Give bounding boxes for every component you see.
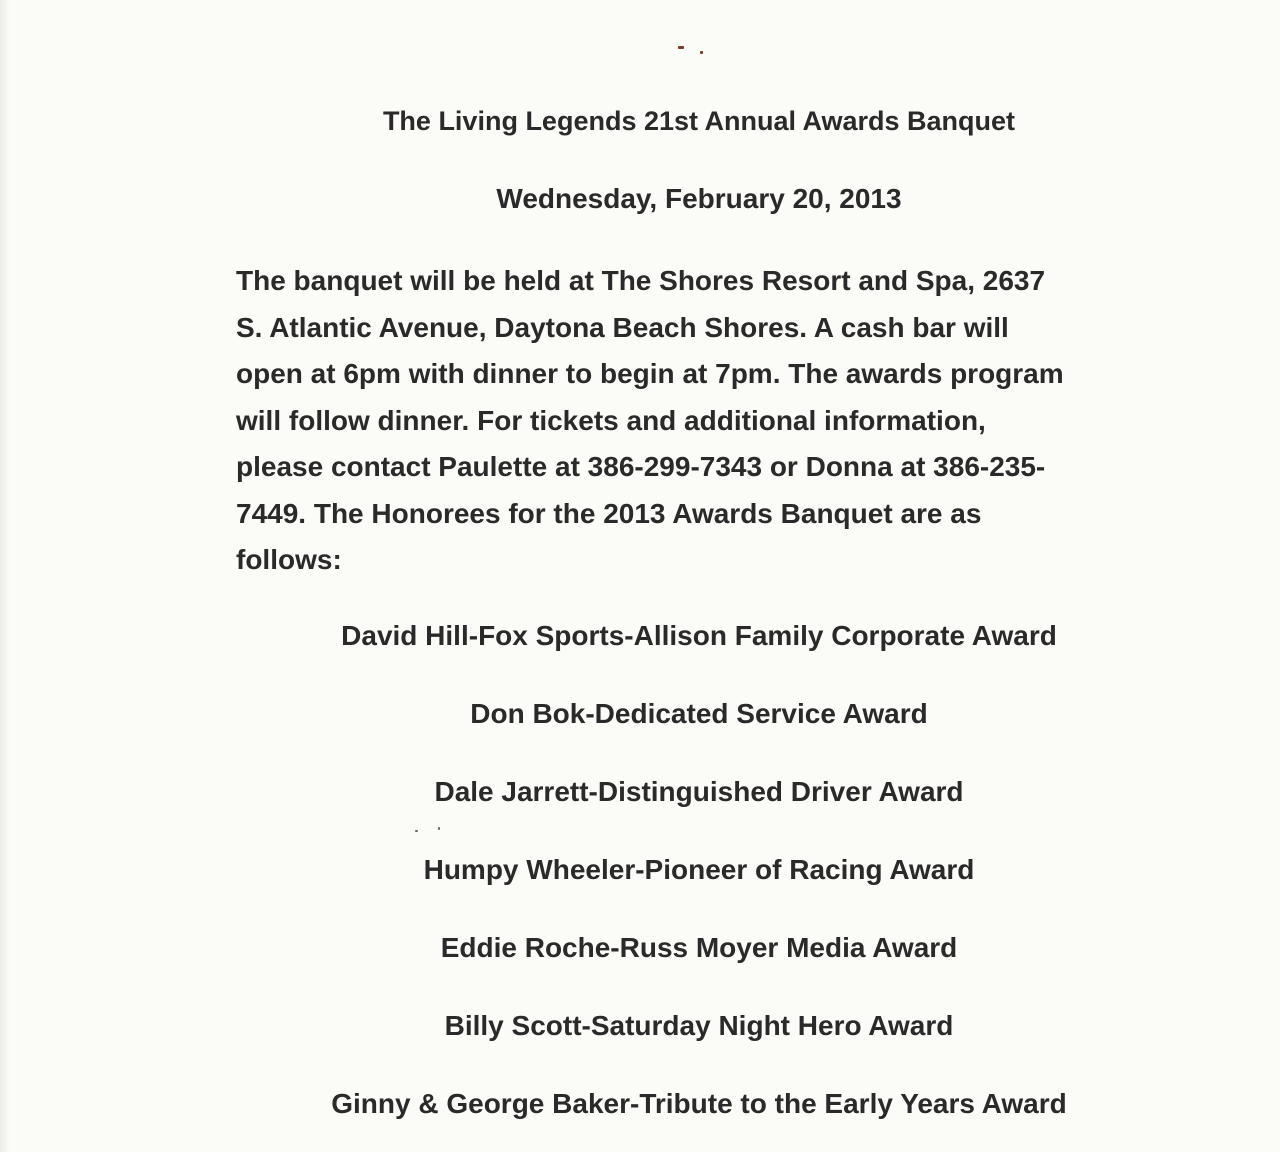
honoree-item: Don Bok-Dedicated Service Award (470, 698, 928, 729)
description-line: 7449. The Honorees for the 2013 Awards Banquet are as (236, 497, 982, 529)
description-line: follows: (236, 544, 342, 575)
description-line: The banquet will be held at The Shores Resort and Spa, 2637 (236, 265, 1046, 296)
honoree-item: Billy Scott-Saturday Night Hero Award (444, 1010, 954, 1041)
scan-speck (415, 830, 418, 832)
honoree-item: Ginny & George Baker-Tribute to the Early Years Award (331, 1088, 1067, 1119)
document-title: The Living Legends 21st Annual Awards Banquet (382, 106, 1016, 136)
event-description (236, 258, 1196, 584)
description-line: will follow dinner. For tickets and additional information, (236, 404, 986, 436)
description-line: open at 6pm with dinner to begin at 7pm. The awards program (236, 358, 1064, 389)
event-date: Wednesday, February 20, 2013 (496, 183, 902, 214)
honoree-item: Dale Jarrett-Distinguished Driver Award (434, 776, 964, 807)
scan-speck (438, 827, 440, 830)
scan-speck (678, 46, 684, 49)
description-line: S. Atlantic Avenue, Daytona Beach Shores. A cash bar will (236, 311, 1009, 343)
honoree-item: Eddie Roche-Russ Moyer Media Award (440, 932, 958, 963)
description-line: please contact Paulette at 386-299-7343 or Donna at 386-235- (236, 451, 1046, 482)
honoree-item: Humpy Wheeler-Pioneer of Racing Award (423, 854, 975, 885)
scan-edge-shadow (0, 0, 10, 1152)
scan-speck (700, 51, 703, 54)
honoree-item: David Hill-Fox Sports-Allison Family Corporate Award (341, 620, 1057, 651)
